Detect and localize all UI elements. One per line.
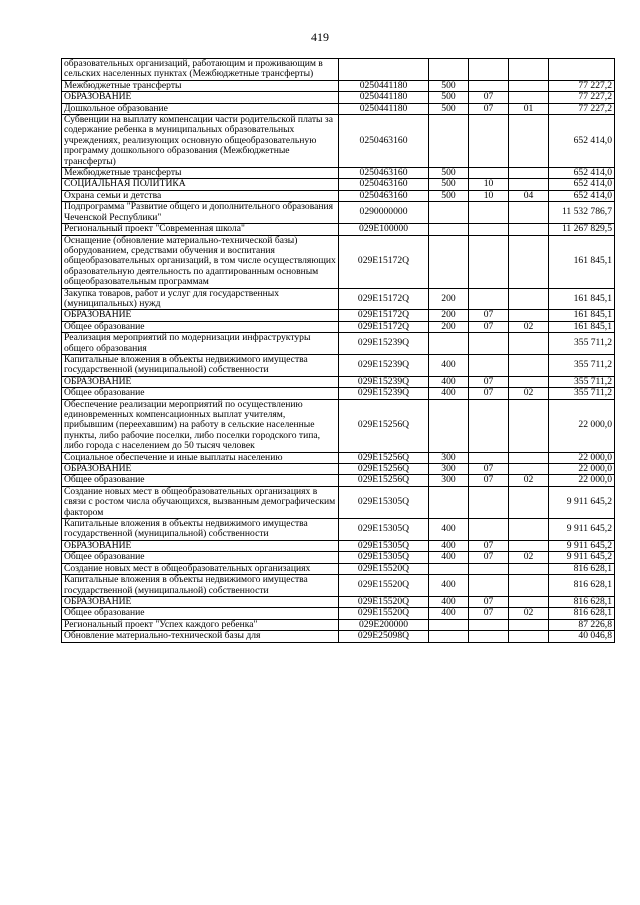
target-code-cell: 029E15305Q xyxy=(339,486,429,518)
table-row xyxy=(62,235,615,288)
target-code-cell: 029E15239Q xyxy=(339,376,429,387)
budget-table-body xyxy=(62,59,615,643)
table-row xyxy=(62,452,615,463)
row-name-cell: Субвенции на выплату компенсации части родительской платы за содержание ребенка в муниципальных образовательных учреждениях, реализующих основную общеобразовательную программу дошкольного образования (Межбюджетные трансферты) xyxy=(62,115,339,168)
subsection-cell xyxy=(509,452,549,463)
subsection-cell xyxy=(509,631,549,642)
row-name-cell: Региональный проект "Успех каждого ребенка" xyxy=(62,619,339,630)
row-name-cell: ОБРАЗОВАНИЕ xyxy=(62,310,339,321)
subsection-cell xyxy=(509,92,549,103)
target-code-cell xyxy=(339,59,429,81)
amount-cell: 816 628,1 xyxy=(549,575,615,597)
subsection-cell: 02 xyxy=(509,475,549,486)
table-row xyxy=(62,619,615,630)
row-name-cell: Подпрограмма "Развитие общего и дополнительного образования Чеченской Республики" xyxy=(62,202,339,224)
subsection-cell: 01 xyxy=(509,103,549,114)
expense-type-cell: 200 xyxy=(429,310,469,321)
target-code-cell: 029E15256Q xyxy=(339,452,429,463)
table-row xyxy=(62,475,615,486)
amount-cell: 11 532 786,7 xyxy=(549,202,615,224)
section-cell: 07 xyxy=(469,376,509,387)
table-row xyxy=(62,80,615,91)
row-name-cell: Региональный проект "Современная школа" xyxy=(62,224,339,235)
target-code-cell: 029E25098Q xyxy=(339,631,429,642)
row-name-cell: Капитальные вложения в объекты недвижимого имущества государственной (муниципальной) собственности xyxy=(62,575,339,597)
subsection-cell xyxy=(509,596,549,607)
expense-type-cell xyxy=(429,59,469,81)
table-row xyxy=(62,333,615,355)
expense-type-cell: 500 xyxy=(429,92,469,103)
expense-type-cell xyxy=(429,619,469,630)
subsection-cell xyxy=(509,115,549,168)
section-cell: 07 xyxy=(469,388,509,399)
expense-type-cell xyxy=(429,563,469,574)
row-name-cell: Межбюджетные трансферты xyxy=(62,168,339,179)
row-name-cell: Капитальные вложения в объекты недвижимого имущества государственной (муниципальной) собственности xyxy=(62,354,339,376)
expense-type-cell: 400 xyxy=(429,388,469,399)
target-code-cell: 029E100000 xyxy=(339,224,429,235)
amount-cell: 77 227,2 xyxy=(549,92,615,103)
row-name-cell: Реализация мероприятий по модернизации инфраструктуры общего образования xyxy=(62,333,339,355)
table-row xyxy=(62,388,615,399)
section-cell xyxy=(469,575,509,597)
subsection-cell xyxy=(509,540,549,551)
subsection-cell xyxy=(509,399,549,452)
section-cell xyxy=(469,235,509,288)
amount-cell: 652 414,0 xyxy=(549,115,615,168)
subsection-cell: 04 xyxy=(509,190,549,201)
row-name-cell: Общее образование xyxy=(62,388,339,399)
table-row xyxy=(62,168,615,179)
table-row xyxy=(62,288,615,310)
amount-cell: 816 628,1 xyxy=(549,608,615,619)
target-code-cell: 029E15520Q xyxy=(339,608,429,619)
amount-cell: 9 911 645,2 xyxy=(549,552,615,563)
table-row xyxy=(62,224,615,235)
table-row xyxy=(62,519,615,541)
expense-type-cell: 400 xyxy=(429,354,469,376)
target-code-cell: 0250463160 xyxy=(339,168,429,179)
amount-cell: 161 845,1 xyxy=(549,288,615,310)
expense-type-cell: 500 xyxy=(429,103,469,114)
expense-type-cell xyxy=(429,202,469,224)
expense-type-cell xyxy=(429,399,469,452)
section-cell xyxy=(469,563,509,574)
row-name-cell: Капитальные вложения в объекты недвижимого имущества государственной (муниципальной) собственности xyxy=(62,519,339,541)
target-code-cell: 029E15256Q xyxy=(339,475,429,486)
target-code-cell: 0250441180 xyxy=(339,103,429,114)
subsection-cell xyxy=(509,202,549,224)
row-name-cell: Закупка товаров, работ и услуг для государственных (муниципальных) нужд xyxy=(62,288,339,310)
target-code-cell: 0250463160 xyxy=(339,190,429,201)
subsection-cell xyxy=(509,80,549,91)
row-name-cell: Обновление материально-технической базы для xyxy=(62,631,339,642)
subsection-cell xyxy=(509,224,549,235)
section-cell: 07 xyxy=(469,540,509,551)
row-name-cell: Создание новых мест в общеобразовательных организациях xyxy=(62,563,339,574)
amount-cell: 22 000,0 xyxy=(549,464,615,475)
amount-cell: 355 711,2 xyxy=(549,388,615,399)
target-code-cell: 029E15172Q xyxy=(339,235,429,288)
row-name-cell: Общее образование xyxy=(62,321,339,332)
amount-cell: 355 711,2 xyxy=(549,354,615,376)
target-code-cell: 029E15172Q xyxy=(339,321,429,332)
amount-cell: 652 414,0 xyxy=(549,190,615,201)
expense-type-cell: 400 xyxy=(429,552,469,563)
table-row xyxy=(62,190,615,201)
amount-cell: 161 845,1 xyxy=(549,310,615,321)
table-row xyxy=(62,321,615,332)
expense-type-cell: 500 xyxy=(429,179,469,190)
expense-type-cell: 200 xyxy=(429,321,469,332)
section-cell xyxy=(469,202,509,224)
expense-type-cell: 300 xyxy=(429,464,469,475)
table-row xyxy=(62,552,615,563)
table-row xyxy=(62,464,615,475)
target-code-cell: 029E15172Q xyxy=(339,310,429,321)
row-name-cell: Общее образование xyxy=(62,608,339,619)
table-row xyxy=(62,179,615,190)
row-name-cell: ОБРАЗОВАНИЕ xyxy=(62,596,339,607)
section-cell xyxy=(469,354,509,376)
amount-cell: 9 911 645,2 xyxy=(549,540,615,551)
amount-cell: 22 000,0 xyxy=(549,452,615,463)
subsection-cell xyxy=(509,376,549,387)
table-row xyxy=(62,575,615,597)
section-cell: 10 xyxy=(469,179,509,190)
expense-type-cell: 500 xyxy=(429,80,469,91)
row-name-cell: Общее образование xyxy=(62,475,339,486)
row-name-cell: Охрана семьи и детства xyxy=(62,190,339,201)
row-name-cell: Общее образование xyxy=(62,552,339,563)
target-code-cell: 029E15520Q xyxy=(339,596,429,607)
expense-type-cell: 500 xyxy=(429,168,469,179)
amount-cell: 816 628,1 xyxy=(549,596,615,607)
table-row xyxy=(62,399,615,452)
target-code-cell: 029E15172Q xyxy=(339,288,429,310)
target-code-cell: 029E15520Q xyxy=(339,563,429,574)
section-cell: 07 xyxy=(469,103,509,114)
table-row xyxy=(62,376,615,387)
expense-type-cell xyxy=(429,333,469,355)
subsection-cell: 02 xyxy=(509,321,549,332)
table-row xyxy=(62,115,615,168)
section-cell xyxy=(469,452,509,463)
row-name-cell: СОЦИАЛЬНАЯ ПОЛИТИКА xyxy=(62,179,339,190)
section-cell xyxy=(469,519,509,541)
table-row xyxy=(62,631,615,642)
section-cell xyxy=(469,80,509,91)
target-code-cell: 0250463160 xyxy=(339,179,429,190)
section-cell xyxy=(469,224,509,235)
subsection-cell xyxy=(509,168,549,179)
amount-cell: 11 267 829,5 xyxy=(549,224,615,235)
amount-cell: 9 911 645,2 xyxy=(549,519,615,541)
target-code-cell: 0250441180 xyxy=(339,92,429,103)
amount-cell xyxy=(549,59,615,81)
target-code-cell: 029E15239Q xyxy=(339,333,429,355)
amount-cell: 355 711,2 xyxy=(549,376,615,387)
target-code-cell: 0250441180 xyxy=(339,80,429,91)
section-cell: 07 xyxy=(469,321,509,332)
row-name-cell: ОБРАЗОВАНИЕ xyxy=(62,540,339,551)
section-cell xyxy=(469,333,509,355)
section-cell xyxy=(469,288,509,310)
row-name-cell: ОБРАЗОВАНИЕ xyxy=(62,464,339,475)
subsection-cell xyxy=(509,519,549,541)
row-name-cell: Социальное обеспечение и иные выплаты населению xyxy=(62,452,339,463)
target-code-cell: 0250463160 xyxy=(339,115,429,168)
section-cell xyxy=(469,619,509,630)
target-code-cell: 029E15305Q xyxy=(339,540,429,551)
section-cell: 07 xyxy=(469,475,509,486)
amount-cell: 77 227,2 xyxy=(549,80,615,91)
section-cell: 07 xyxy=(469,596,509,607)
target-code-cell: 0290000000 xyxy=(339,202,429,224)
table-row xyxy=(62,103,615,114)
budget-table xyxy=(61,58,615,643)
amount-cell: 22 000,0 xyxy=(549,475,615,486)
section-cell xyxy=(469,168,509,179)
amount-cell: 652 414,0 xyxy=(549,168,615,179)
row-name-cell: Дошкольное образование xyxy=(62,103,339,114)
amount-cell: 652 414,0 xyxy=(549,179,615,190)
expense-type-cell: 400 xyxy=(429,540,469,551)
expense-type-cell: 300 xyxy=(429,452,469,463)
expense-type-cell: 400 xyxy=(429,608,469,619)
section-cell xyxy=(469,59,509,81)
subsection-cell xyxy=(509,310,549,321)
target-code-cell: 029E15256Q xyxy=(339,399,429,452)
amount-cell: 87 226,8 xyxy=(549,619,615,630)
subsection-cell: 02 xyxy=(509,388,549,399)
expense-type-cell xyxy=(429,115,469,168)
section-cell: 10 xyxy=(469,190,509,201)
target-code-cell: 029E15239Q xyxy=(339,354,429,376)
section-cell xyxy=(469,486,509,518)
table-row xyxy=(62,354,615,376)
expense-type-cell xyxy=(429,235,469,288)
row-name-cell: Обеспечение реализации мероприятий по осуществлению единовременных компенсационных выплат учителям, прибывшим (переехавшим) на работу в сельские населенные пункты, либо рабочие поселки, либо поселки городского типа, либо города с населением до 50 тысяч человек xyxy=(62,399,339,452)
amount-cell: 355 711,2 xyxy=(549,333,615,355)
section-cell: 07 xyxy=(469,464,509,475)
table-row xyxy=(62,202,615,224)
section-cell: 07 xyxy=(469,552,509,563)
subsection-cell xyxy=(509,333,549,355)
amount-cell: 77 227,2 xyxy=(549,103,615,114)
table-row xyxy=(62,92,615,103)
row-name-cell: Создание новых мест в общеобразовательных организациях в связи с ростом числа обучающихся, вызванным демографическим фактором xyxy=(62,486,339,518)
subsection-cell xyxy=(509,575,549,597)
amount-cell: 161 845,1 xyxy=(549,321,615,332)
expense-type-cell: 400 xyxy=(429,575,469,597)
amount-cell: 40 046,8 xyxy=(549,631,615,642)
page-number: 419 xyxy=(311,30,329,44)
target-code-cell: 029E15256Q xyxy=(339,464,429,475)
row-name-cell: образовательных организаций, работающим и проживающим в сельских населенных пунктах (Межбюджетные трансферты) xyxy=(62,59,339,81)
expense-type-cell: 300 xyxy=(429,475,469,486)
expense-type-cell xyxy=(429,224,469,235)
section-cell xyxy=(469,399,509,452)
subsection-cell xyxy=(509,619,549,630)
row-name-cell: ОБРАЗОВАНИЕ xyxy=(62,376,339,387)
row-name-cell: Оснащение (обновление материально-технической базы) оборудованием, средствами обучения и воспитания общеобразовательных организаций, в том числе осуществляющих образовательную деятельность по адаптированным основным общеобразовательным программам xyxy=(62,235,339,288)
section-cell xyxy=(469,115,509,168)
expense-type-cell xyxy=(429,631,469,642)
target-code-cell: 029E200000 xyxy=(339,619,429,630)
section-cell: 07 xyxy=(469,92,509,103)
amount-cell: 22 000,0 xyxy=(549,399,615,452)
target-code-cell: 029E15305Q xyxy=(339,519,429,541)
subsection-cell xyxy=(509,179,549,190)
table-row xyxy=(62,563,615,574)
table-row xyxy=(62,540,615,551)
section-cell: 07 xyxy=(469,608,509,619)
row-name-cell: ОБРАЗОВАНИЕ xyxy=(62,92,339,103)
expense-type-cell xyxy=(429,486,469,518)
table-row xyxy=(62,486,615,518)
target-code-cell: 029E15520Q xyxy=(339,575,429,597)
subsection-cell xyxy=(509,354,549,376)
section-cell: 07 xyxy=(469,310,509,321)
section-cell xyxy=(469,631,509,642)
table-row xyxy=(62,596,615,607)
table-row xyxy=(62,608,615,619)
expense-type-cell: 400 xyxy=(429,519,469,541)
expense-type-cell: 500 xyxy=(429,190,469,201)
expense-type-cell: 400 xyxy=(429,596,469,607)
subsection-cell xyxy=(509,235,549,288)
subsection-cell xyxy=(509,59,549,81)
amount-cell: 161 845,1 xyxy=(549,235,615,288)
table-row xyxy=(62,59,615,81)
subsection-cell xyxy=(509,288,549,310)
subsection-cell: 02 xyxy=(509,608,549,619)
subsection-cell xyxy=(509,563,549,574)
subsection-cell xyxy=(509,486,549,518)
subsection-cell: 02 xyxy=(509,552,549,563)
subsection-cell xyxy=(509,464,549,475)
expense-type-cell: 200 xyxy=(429,288,469,310)
target-code-cell: 029E15239Q xyxy=(339,388,429,399)
row-name-cell: Межбюджетные трансферты xyxy=(62,80,339,91)
expense-type-cell: 400 xyxy=(429,376,469,387)
target-code-cell: 029E15305Q xyxy=(339,552,429,563)
amount-cell: 816 628,1 xyxy=(549,563,615,574)
table-row xyxy=(62,310,615,321)
amount-cell: 9 911 645,2 xyxy=(549,486,615,518)
